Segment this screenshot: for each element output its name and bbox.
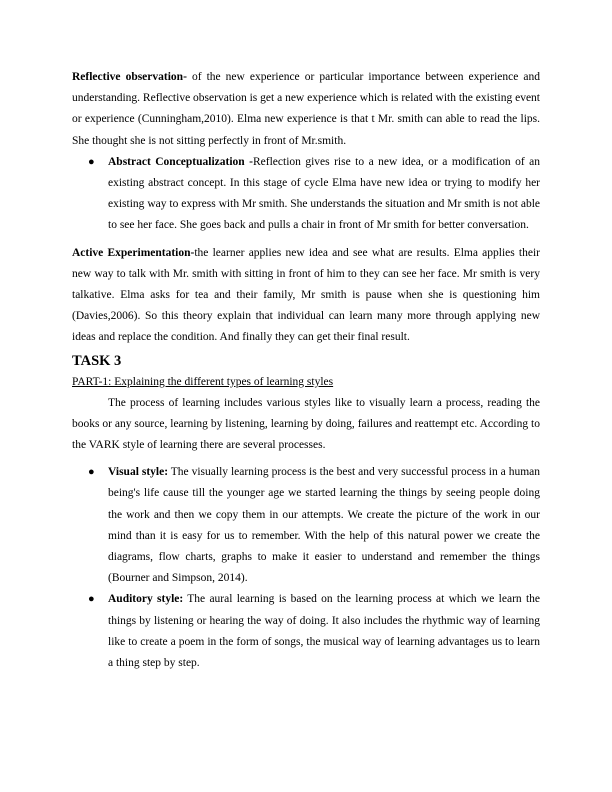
visual-style-item	[72, 462, 540, 589]
task-heading: TASK 3	[72, 352, 122, 369]
active-experimentation-paragraph	[72, 243, 540, 349]
reflective-observation-paragraph	[72, 67, 540, 152]
part-heading: PART-1: Explaining the different types of learning styles	[72, 375, 334, 388]
bullet-icon: ●	[88, 155, 95, 168]
auditory-style-item	[72, 589, 540, 674]
visual-style-term: Visual style:	[108, 466, 169, 479]
auditory-style-term: Auditory style:	[108, 593, 184, 606]
abstract-conceptualization-term: Abstract Conceptualization -	[108, 155, 253, 168]
reflective-observation-term: Reflective observation-	[72, 71, 187, 83]
active-experimentation-text: the learner applies new idea and see what are results. Elma applies their new way to talk with Mr. smith with sitting in front of him to they can see her face. Mr smith is very talkative. Elma asks for tea and their family, Mr smith is pause when she is questioning him (Davies,2006). So this theory explain that individual can learn many more through applying new ideas and replace the condition. And finally they can get their final result.	[72, 246, 540, 344]
bullet-icon: ●	[88, 593, 95, 606]
intro-paragraph: The process of learning includes various styles like to visually learn a process, reading the books or any source, learning by listening, learning by doing, failures and reattempt etc. According to the VARK style of learning there are several processes.	[72, 396, 540, 452]
reflective-observation-text: of the new experience or particular importance between experience and understanding. Reflective observation is get a new experience which is related with the existing event or experience (Cunningham,2010). Elma new experience is that t Mr. smith can able to read the lips. She thought she is not sitting perfectly in front of Mr.smith.	[72, 71, 540, 147]
learning-styles-list	[72, 462, 540, 674]
abstract-conceptualization-text: Reflection gives rise to a new idea, or a modification of an existing abstract concept. In this stage of cycle Elma have new idea or trying to modify her existing way to express with Mr smith. She understands the situation and Mr smith is not able to see her face. She goes back and pulls a chair in front of Mr smith for better conversation.	[108, 155, 540, 232]
bullet-icon: ●	[88, 466, 95, 479]
active-experimentation-term: Active Experimentation-	[72, 246, 195, 259]
visual-style-text: The visually learning process is the best and very successful process in a human being's life cause till the younger age we started learning the things by seeing people doing the work and then we copy them in our attempts. We create the picture of the work in our mind than it is easy for us to remember. With the help of this natural power we create the diagrams, flow charts, graphs to make it easier to understand and remember the things (Bourner and Simpson, 2014).	[108, 466, 540, 585]
document-page	[72, 67, 540, 674]
auditory-style-text: The aural learning is based on the learning process at which we learn the things by listening or hearing the way of doing. It also includes the rhythmic way of learning like to create a poem in the form of songs, the musical way of learning advantages us to learn a thing step by step.	[108, 593, 540, 670]
abstract-conceptualization-item	[72, 152, 540, 237]
concept-bullet-list	[72, 152, 540, 237]
